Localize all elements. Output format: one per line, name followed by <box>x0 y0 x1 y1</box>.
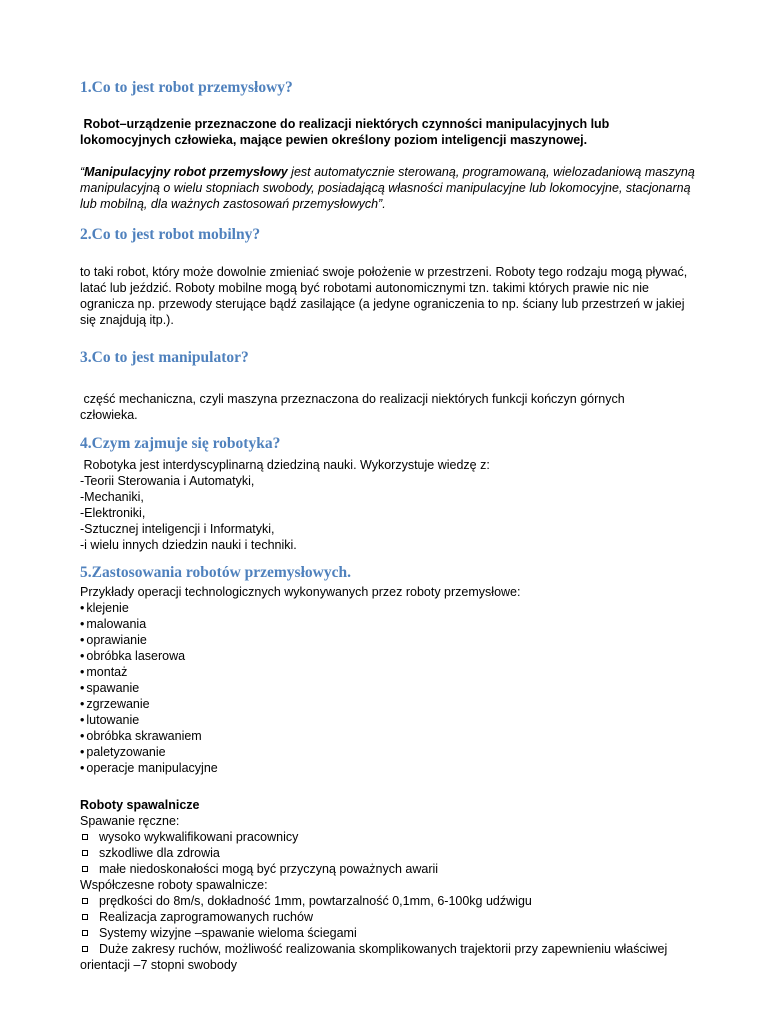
list-item: Realizacja zaprogramowanych ruchów <box>80 909 700 925</box>
list-item: -Sztucznej inteligencji i Informatyki, <box>80 522 275 536</box>
heading-manipulator: 3.Co to jest manipulator? <box>80 349 249 366</box>
list-item: -Teorii Sterowania i Automatyki, <box>80 474 255 488</box>
list-item: • malowania <box>80 616 700 632</box>
section-title-text: Roboty spawalnicze <box>80 798 200 812</box>
list-item: • montaż <box>80 664 700 680</box>
list-item: • klejenie <box>80 600 700 616</box>
list-item: • paletyzowanie <box>80 744 700 760</box>
robotyka-intro-text: Robotyka jest interdyscyplinarną dziedziną nauki. Wykorzystuje wiedzę z: <box>83 458 490 472</box>
robotyka-content <box>80 457 700 553</box>
list-item: prędkości do 8m/s, dokładność 1mm, powtarzalność 0,1mm, 6-100kg udźwigu <box>80 893 700 909</box>
heading-robot-mobilny: 2.Co to jest robot mobilny? <box>80 226 261 243</box>
heading-zastosowania: 5.Zastosowania robotów przemysłowych. <box>80 564 351 581</box>
manual-label: Spawanie ręczne: <box>80 814 180 828</box>
list-item: • obróbka laserowa <box>80 648 700 664</box>
section-title <box>80 797 700 813</box>
list-item: • zgrzewanie <box>80 696 700 712</box>
zastosowania-intro: Przykłady operacji technologicznych wykonywanych przez roboty przemysłowe: <box>80 585 521 599</box>
definition-text: –urządzenie przeznaczone do realizacji niektórych czynności manipulacyjnych lub lokomocyjnych człowieka, mające pewien określony poziom inteligencji maszynowej. <box>80 117 610 147</box>
list-item: • spawanie <box>80 680 700 696</box>
heading-robotyka: 4.Czym zajmuje się robotyka? <box>80 435 281 452</box>
definition-term: Robot <box>83 117 120 131</box>
definition-robot <box>80 116 700 148</box>
zastosowania-list <box>80 600 700 776</box>
list-item: -Elektroniki, <box>80 506 146 520</box>
robotyka-list <box>80 473 700 553</box>
heading-robot-przemyslowy: 1.Co to jest robot przemysłowy? <box>80 79 293 96</box>
body-manipulator-text: część mechaniczna, czyli maszyna przeznaczona do realizacji niektórych funkcji kończyn górnych człowieka. <box>80 392 625 422</box>
quote-text: jest automatycznie sterowaną, programowaną, wielozadaniową maszyną manipulacyjną o wielu stopniach swobody, posiadającą własności manipulacyjne lub lokomocyjne, stacjonarną lub mobilną, dla ważnych zastosowań przemysłowych”. <box>80 165 695 211</box>
robotyka-intro <box>80 457 700 473</box>
list-item: -i wielu innych dziedzin nauki i techniki. <box>80 538 297 552</box>
list-item: -Mechaniki, <box>80 490 144 504</box>
body-manipulator <box>80 391 660 423</box>
list-item: • oprawianie <box>80 632 700 648</box>
list-item: • obróbka skrawaniem <box>80 728 700 744</box>
zastosowania-content <box>80 584 700 776</box>
quote-term: Manipulacyjny robot przemysłowy <box>84 165 288 179</box>
roboty-spawalnicze-section <box>80 797 700 973</box>
list-item: małe niedoskonałości mogą być przyczyną poważnych awarii <box>80 861 700 877</box>
manual-list <box>80 829 700 877</box>
list-item: • lutowanie <box>80 712 700 728</box>
list-item: Systemy wizyjne –spawanie wieloma ściegami <box>80 925 700 941</box>
list-item: szkodliwe dla zdrowia <box>80 845 700 861</box>
quote-open: “ <box>80 165 85 179</box>
definition-manipulacyjny-robot <box>80 164 700 212</box>
list-item: wysoko wykwalifikowani pracownicy <box>80 829 700 845</box>
list-item: Duże zakresy ruchów, możliwość realizowania skomplikowanych trajektorii przy zapewnieniu właściwej orientacji –7 stopni swobody <box>80 941 700 973</box>
modern-list <box>80 893 700 973</box>
modern-label: Współczesne roboty spawalnicze: <box>80 878 268 892</box>
body-robot-mobilny: to taki robot, który może dowolnie zmieniać swoje położenie w przestrzeni. Roboty tego rodzaju mogą pływać, latać lub jeździć. Roboty mobilne mogą być robotami autonomicznymi tzn. takimi których prawie nic nie ogranicza np. przewody sterujące bądź zasilające (a jedyne ograniczenia to np. ściany lub przestrzeń w jakiej się znajdują itp.). <box>80 265 688 327</box>
list-item: • operacje manipulacyjne <box>80 760 700 776</box>
